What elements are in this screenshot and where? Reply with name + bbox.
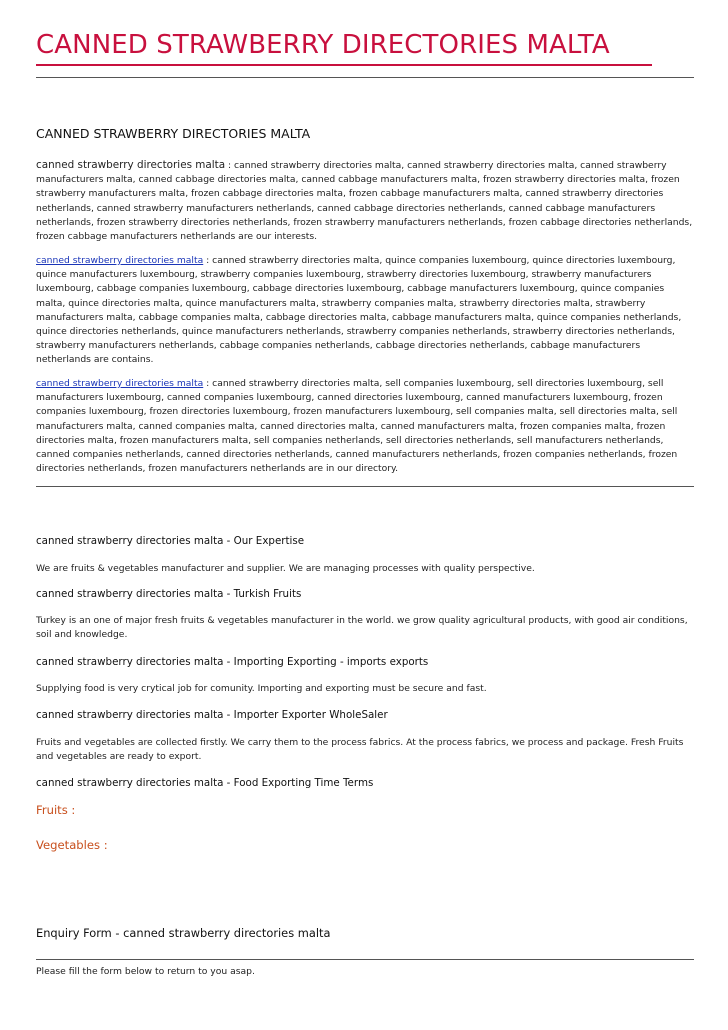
paragraph-text: : canned strawberry directories malta, quince companies luxembourg, quince directories luxembourg, quince manufacturers luxembourg, strawberry companies luxembourg, strawberry directories luxembourg, strawberry manufacturers luxembourg, cabbage companies luxembourg, cabbage directories luxembourg, cabbage manufacturers luxembourg, quince companies malta, quince directories malta, quince manufacturers malta, strawberry companies malta, strawberry directories malta, strawberry manufacturers malta, cabbage companies malta, cabbage directories malta, cabbage manufacturers malta, quince companies netherlands, quince directories netherlands, quince manufacturers netherlands, strawberry companies netherlands, strawberry directories netherlands, strawberry manufacturers netherlands, cabbage companies netherlands, cabbage directories netherlands, cabbage manufacturers netherlands are contains.: [36, 255, 682, 366]
page-title: CANNED STRAWBERRY DIRECTORIES MALTA: [36, 30, 610, 60]
paragraph-text: : canned strawberry directories malta, canned strawberry directories malta, canned strawberry manufacturers malta, canned cabbage directories malta, canned cabbage manufacturers malta, frozen strawberry directories malta, frozen strawberry manufacturers malta, frozen cabbage directories malta, frozen cabbage manufacturers malta, canned strawberry directories netherlands, canned strawberry manufacturers netherlands, canned cabbage directories netherlands, canned cabbage manufacturers netherlands, frozen strawberry directories netherlands, frozen strawberry manufacturers netherlands, frozen cabbage directories netherlands, frozen cabbage manufacturers netherlands are our interests.: [36, 160, 693, 243]
vegetables-category-label: Vegetables :: [36, 838, 108, 852]
wholesaler-text: Fruits and vegetables are collected firstly. We carry them to the process fabrics. At the process fabrics, we process and package. Fresh Fruits and vegetables are ready to export.: [36, 737, 684, 763]
turkish-fruits-heading: canned strawberry directories malta - Turkish Fruits: [36, 588, 302, 600]
turkish-fruits-text: Turkey is an one of major fresh fruits & vegetables manufacturer in the world. we grow quality agricultural products, with good air conditions, soil and knowledge.: [36, 615, 688, 641]
section-divider: [36, 486, 694, 487]
intro-paragraph-3: [36, 377, 696, 476]
document-subtitle: CANNED STRAWBERRY DIRECTORIES MALTA: [36, 126, 311, 141]
enquiry-form-title: Enquiry Form - canned strawberry directories malta: [36, 926, 331, 940]
expertise-heading: canned strawberry directories malta - Our Expertise: [36, 535, 305, 547]
intro-paragraph-2: [36, 254, 696, 368]
enquiry-divider: [36, 959, 694, 960]
keyword-link[interactable]: canned strawberry directories malta: [36, 378, 204, 389]
enquiry-form-note: Please fill the form below to return to you asap.: [36, 966, 255, 977]
importing-text: Supplying food is very crytical job for comunity. Importing and exporting must be secure and fast.: [36, 683, 487, 694]
food-terms-heading: canned strawberry directories malta - Food Exporting Time Terms: [36, 777, 374, 789]
paragraph-lead: canned strawberry directories malta: [36, 159, 226, 171]
header-divider: [36, 77, 694, 78]
paragraph-text: : canned strawberry directories malta, sell companies luxembourg, sell directories luxembourg, sell manufacturers luxembourg, canned companies luxembourg, canned directories luxembourg, canned manufacturers luxembourg, frozen companies luxembourg, frozen directories luxembourg, frozen manufacturers luxembourg, sell companies malta, sell directories malta, sell manufacturers malta, canned companies malta, canned directories malta, canned manufacturers malta, frozen companies malta, frozen directories malta, frozen manufacturers malta, sell companies netherlands, sell directories netherlands, sell manufacturers netherlands, canned companies netherlands, canned directories netherlands, canned manufacturers netherlands, frozen companies netherlands, frozen directories netherlands, frozen manufacturers netherlands are in our directory.: [36, 378, 678, 475]
title-underline: [36, 64, 652, 66]
importing-heading: canned strawberry directories malta - Importing Exporting - imports exports: [36, 656, 429, 668]
keyword-link[interactable]: canned strawberry directories malta: [36, 255, 204, 266]
expertise-text: We are fruits & vegetables manufacturer and supplier. We are managing processes with quality perspective.: [36, 563, 535, 574]
fruits-category-label: Fruits :: [36, 803, 76, 817]
intro-paragraph-1: [36, 158, 696, 244]
wholesaler-heading: canned strawberry directories malta - Importer Exporter WholeSaler: [36, 709, 388, 721]
